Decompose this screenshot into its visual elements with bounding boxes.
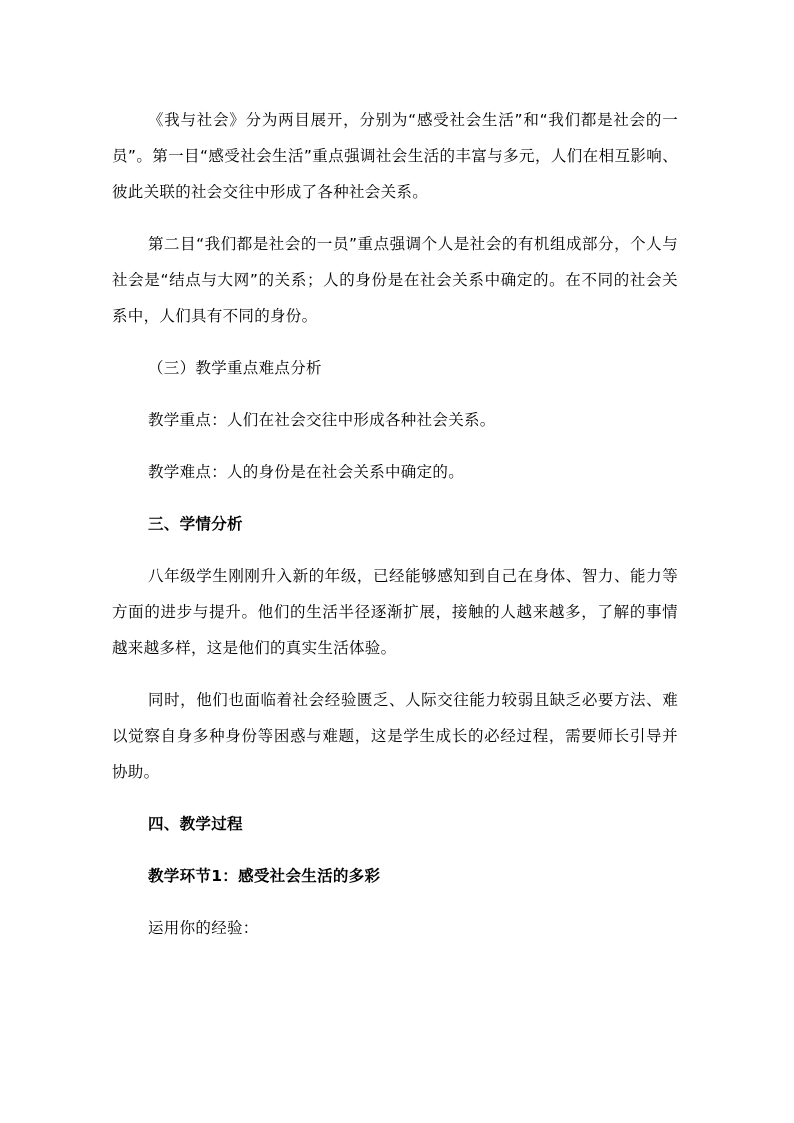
- document-body: [112, 102, 678, 962]
- paragraph-student-challenges: 同时，他们也面临着社会经验匮乏、人际交往能力较弱且缺乏必要方法、难以觉察自身多种身份等困惑与难题，这是学生成长的必经过程，需要师长引导并协助。: [112, 691, 678, 781]
- paragraph-difficult-point: 教学难点：人的身份是在社会关系中确定的。: [148, 463, 465, 481]
- heading-teaching-step-1: 教学环节1：感受社会生活的多彩: [148, 867, 381, 885]
- paragraph-key-point: 教学重点：人们在社会交往中形成各种社会关系。: [148, 411, 496, 429]
- paragraph-student-experience: 八年级学生刚刚升入新的年级，已经能够感知到自己在身体、智力、能力等方面的进步与提升。他们的生活半径逐渐扩展，接触的人越来越多，了解的事情越来越多样，这是他们的真实生活体验。: [112, 567, 678, 657]
- paragraph-intro: 《我与社会》分为两目展开，分别为“感受社会生活”和“我们都是社会的一员”。第一目“感受社会生活”重点强调社会生活的丰富与多元，人们在相互影响、彼此关联的社会交往中形成了各种社会关系。: [112, 111, 678, 201]
- heading-student-analysis: 三、学情分析: [148, 515, 243, 533]
- heading-teaching-process: 四、教学过程: [148, 815, 243, 833]
- paragraph-use-experience: 运用你的经验：: [148, 919, 259, 937]
- paragraph-second-section: 第二目“我们都是社会的一员”重点强调个人是社会的有机组成部分，个人与社会是“结点与大网”的关系；人的身份是在社会关系中确定的。在不同的社会关系中，人们具有不同的身份。: [112, 235, 678, 325]
- subheading-key-points: （三）教学重点难点分析: [148, 359, 322, 377]
